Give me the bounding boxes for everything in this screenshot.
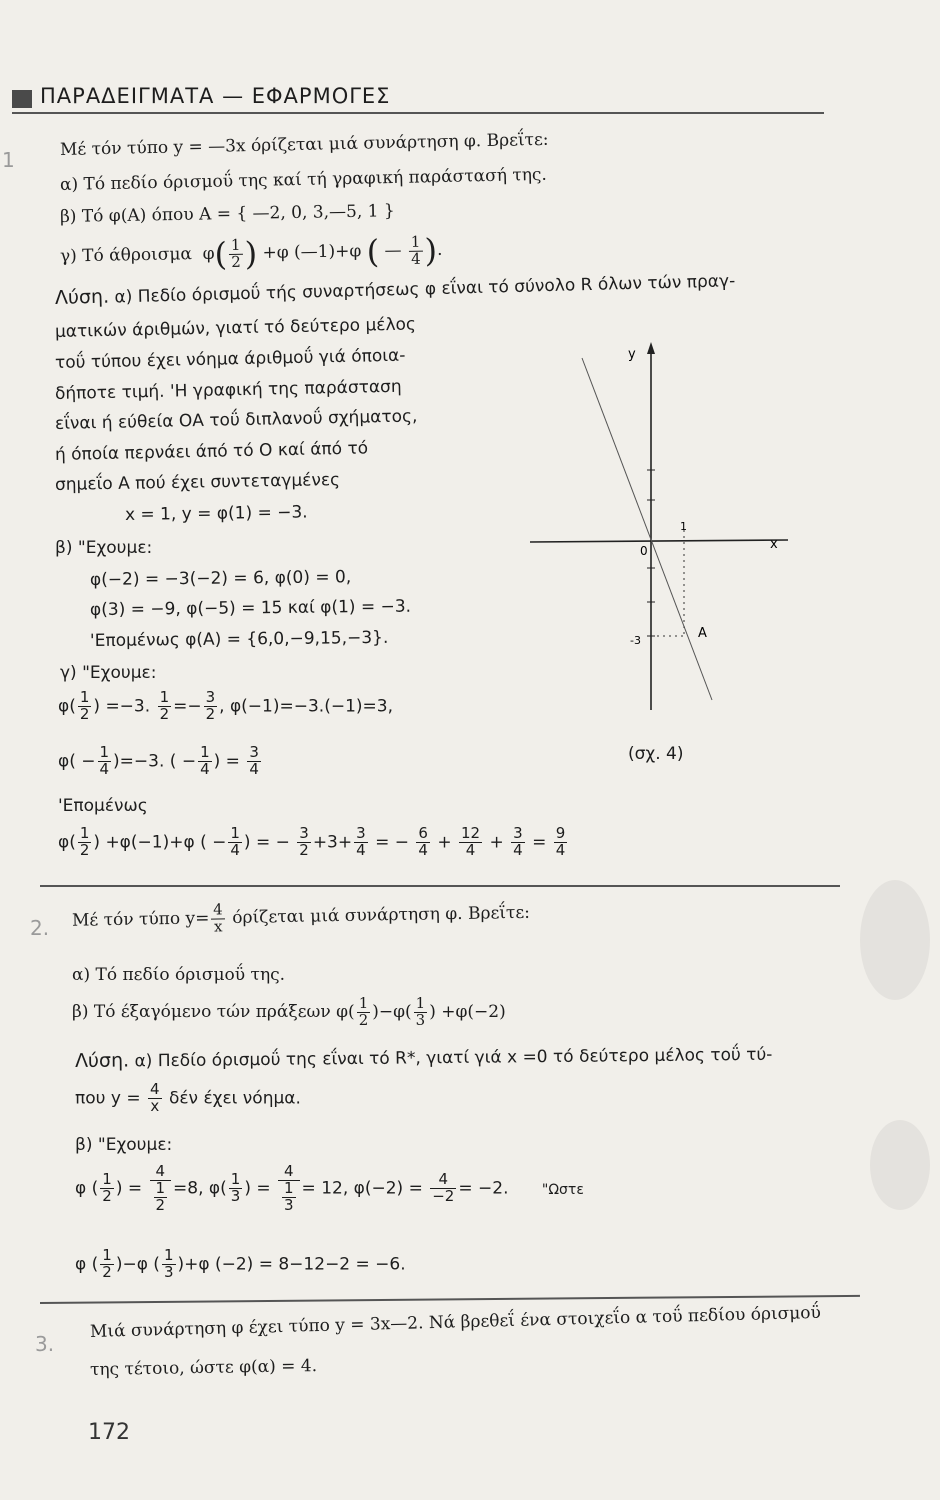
solution-1-b-label: β) "Εχουμε: [55, 538, 153, 558]
figure-caption: (σχ. 4) [628, 744, 684, 764]
text-fragment: + [489, 832, 504, 853]
text-fragment: )−φ( [372, 1001, 412, 1022]
point-a-label: A [698, 626, 707, 641]
text-fragment: =− [173, 696, 202, 717]
example-1-part-c: γ) Τό άθροισμα φ( $\frac{1}{2}$ ) +φ (—1)+φ ( — $\frac{1}{4}$ ). [59, 231, 443, 274]
solution-1-line-3: τοΰ τύπου έχει νόημα άριθμοΰ γιά όποια- [54, 345, 406, 373]
section-marker [12, 90, 32, 108]
text-fragment: ) = [115, 1178, 143, 1199]
section-title: ΠΑΡΑΔΕΙΓΜΑΤΑ — ΕΦΑΡΜΟΓΕΣ [40, 84, 391, 108]
example-2-number: 2. [30, 916, 50, 940]
example-3-number: 3. [35, 1332, 55, 1356]
solution-1-c-line-2: φ( − $\frac{1}{4}$ )=−3. ( − $\frac{1}{4}$ ) = $\frac{3}{4}$ [58, 743, 259, 778]
text-fragment: )=−3. ( − [113, 751, 197, 772]
part-c-label: γ) Τό άθροισμα [59, 244, 193, 267]
text-fragment: )−φ ( [115, 1254, 160, 1275]
text-fragment: φ( [58, 832, 76, 853]
solution-1-b-line-3: 'Επομένως φ(Α) = {6,0,−9,15,−3}. [89, 627, 389, 651]
text-fragment: ) +φ(−1)+φ ( − [93, 832, 227, 853]
example-2-statement: Μέ τόν τύπο y= $\frac{4}{x}$ όρίζεται μιά συνάρτηση φ. Βρεΐτε: [71, 900, 531, 936]
text-fragment: φ( − [58, 751, 96, 772]
example-1-part-b: β) Τό φ(Α) όπου Α = { —2, 0, 3,—5, 1 } [59, 201, 395, 227]
solution-1-b-line-2: φ(3) = −9, φ(−5) = 15 καί φ(1) = −3. [89, 596, 412, 620]
solution-1-coordinates: x = 1, y = φ(1) = −3. [124, 502, 308, 525]
solution-1-line-1 [55, 269, 736, 309]
text-fragment: β) Τό έξαγόμενο τών πράξεων φ( [72, 1001, 355, 1022]
page-number: 172 [88, 1420, 130, 1445]
solution-1-final-sum: φ( $\frac{1}{2}$ ) +φ(−1)+φ ( − $\frac{1}{4}$ ) = − $\frac{3}{2}$ +3+ $\frac{3}{4}$ = − $\frac{6}{4}$ + $\frac{12}{4}$ + $\frac{3}{4}$ = $\frac{9}{4}$ [58, 824, 566, 859]
text-fragment: = −2. [458, 1178, 509, 1199]
header-rule [12, 112, 824, 114]
text-fragment: δέν έχει νόημα. [168, 1088, 301, 1109]
tick-label-minus3: -3 [630, 634, 641, 647]
solution-1-line-2: ματικών άριθμών, γιατί τό δεύτερο μέλος [54, 314, 417, 342]
example-2-part-b: β) Τό έξαγόμενο τών πράξεων φ( $\frac{1}{2}$ )−φ( $\frac{1}{3}$ ) +φ(−2) [72, 994, 506, 1029]
solution-1-c-label: γ) "Εχουμε: [60, 663, 157, 683]
solution-label: Λύση. [54, 285, 110, 309]
example-3-line-1: Μιά συνάρτηση φ έχει τύπο y = 3x—2. Νά βρεθεΐ ένα στοιχεΐο α τοΰ πεδίου όρισμοΰ [89, 1302, 822, 1342]
text-fragment: =8, φ( [173, 1178, 227, 1199]
text-fragment: = [532, 832, 547, 853]
solution-1-line-7: σημεΐο Α πού έχει συντεταγμένες [54, 470, 341, 495]
solution-1-c-line-1: φ( $\frac{1}{2}$ ) =−3. $\frac{1}{2}$ =− $\frac{3}{2}$ , φ(−1)=−3.(−1)=3, [58, 688, 393, 723]
solution-label: Λύση. [74, 1049, 130, 1072]
solution-1-line-5: εΐναι ή εύθεία ΟΑ τοΰ διπλανοΰ σχήματος, [54, 406, 418, 434]
solution-2-line-2: που y = $\frac{4}{x}$ δέν έχει νόημα. [75, 1080, 301, 1115]
origin-label: 0 [640, 544, 648, 558]
solution-1-b-line-1: φ(−2) = −3(−2) = 6, φ(0) = 0, [89, 567, 352, 590]
solution-2-b-label: β) "Εχουμε: [75, 1135, 173, 1155]
solution-2-b-line-1: φ ( $\frac{1}{2}$ ) = $\frac{4}{\frac{1}{2}}$ =8, φ( $\frac{1}{3}$ ) = $\frac{4}{\frac{1}{3}}$ = 12, φ(−2) = $\frac{4}{-2}$ = −2. "Ωστε [75, 1162, 584, 1214]
therefore-label: 'Επομένως [58, 796, 148, 816]
text-fragment: Μέ τόν τύπο y= [71, 908, 210, 931]
text-fragment: ) = [244, 1178, 271, 1199]
tick-label-one: 1 [680, 520, 687, 533]
solution-1-line-6: ή όποία περνάει άπό τό Ο καί άπό τό [54, 438, 369, 465]
text-fragment: = − [375, 832, 409, 853]
text-fragment: ) = [213, 751, 240, 772]
solution-1-line-4: δήποτε τιμή. 'Η γραφική της παράσταση [54, 376, 402, 404]
example-3-line-2: της τέτοιο, ώστε φ(α) = 4. [89, 1356, 318, 1380]
paper-stain [870, 1120, 930, 1210]
text-fragment: φ ( [75, 1178, 99, 1199]
graph-figure [520, 330, 820, 750]
text-fragment: ) = − [243, 832, 290, 853]
y-axis-arrow [647, 342, 655, 354]
text-fragment: + [437, 832, 452, 853]
y-axis-label: y [628, 347, 636, 362]
solution-2-line-1 [75, 1043, 773, 1072]
solution-2-b-line-2: φ ( $\frac{1}{2}$ )−φ ( $\frac{1}{3}$ )+φ (−2) = 8−12−2 = −6. [75, 1246, 406, 1281]
text-fragment: όρίζεται μιά συνάρτηση φ. Βρεΐτε: [232, 902, 531, 928]
text-fragment: )+φ (−2) = 8−12−2 = −6. [177, 1254, 406, 1275]
paper-stain [860, 880, 930, 1000]
text-fragment: φ ( [75, 1254, 99, 1275]
text-fragment: +3+ [312, 832, 353, 853]
phi-open: φ( [58, 696, 76, 717]
function-line [582, 358, 712, 700]
example-1-number: 1 [2, 148, 15, 172]
text-fragment: ) +φ(−2) [429, 1001, 506, 1022]
solution-1-text: α) Πεδίο όρισμοΰ τής συναρτήσεως φ εΐναι τό σύνολο R όλων τών πραγ- [114, 271, 736, 308]
example-2-part-a: α) Τό πεδίο όρισμοΰ της. [72, 965, 286, 985]
solution-2-text: α) Πεδίο όρισμοΰ της εΐναι τό R*, γιατί γιά x =0 τό δεύτερο μέλος τοΰ τύ- [134, 1044, 773, 1072]
section-rule [40, 1295, 860, 1304]
x-axis-label: x [770, 537, 778, 552]
section-rule [40, 885, 840, 887]
text-fragment: ) =−3. [93, 696, 151, 717]
x-axis [530, 540, 788, 542]
example-1-statement: Μέ τόν τύπο y = —3x όρίζεται μιά συνάρτηση φ. Βρεΐτε: [59, 129, 549, 160]
text-fragment: = 12, φ(−2) = [301, 1178, 423, 1199]
example-1-part-a: α) Τό πεδίο όρισμοΰ της καί τή γραφική παράστασή της. [59, 164, 548, 195]
text-fragment: , φ(−1)=−3.(−1)=3, [219, 696, 393, 717]
text-fragment: "Ωστε [541, 1181, 584, 1198]
text-fragment: που y = [75, 1088, 141, 1109]
